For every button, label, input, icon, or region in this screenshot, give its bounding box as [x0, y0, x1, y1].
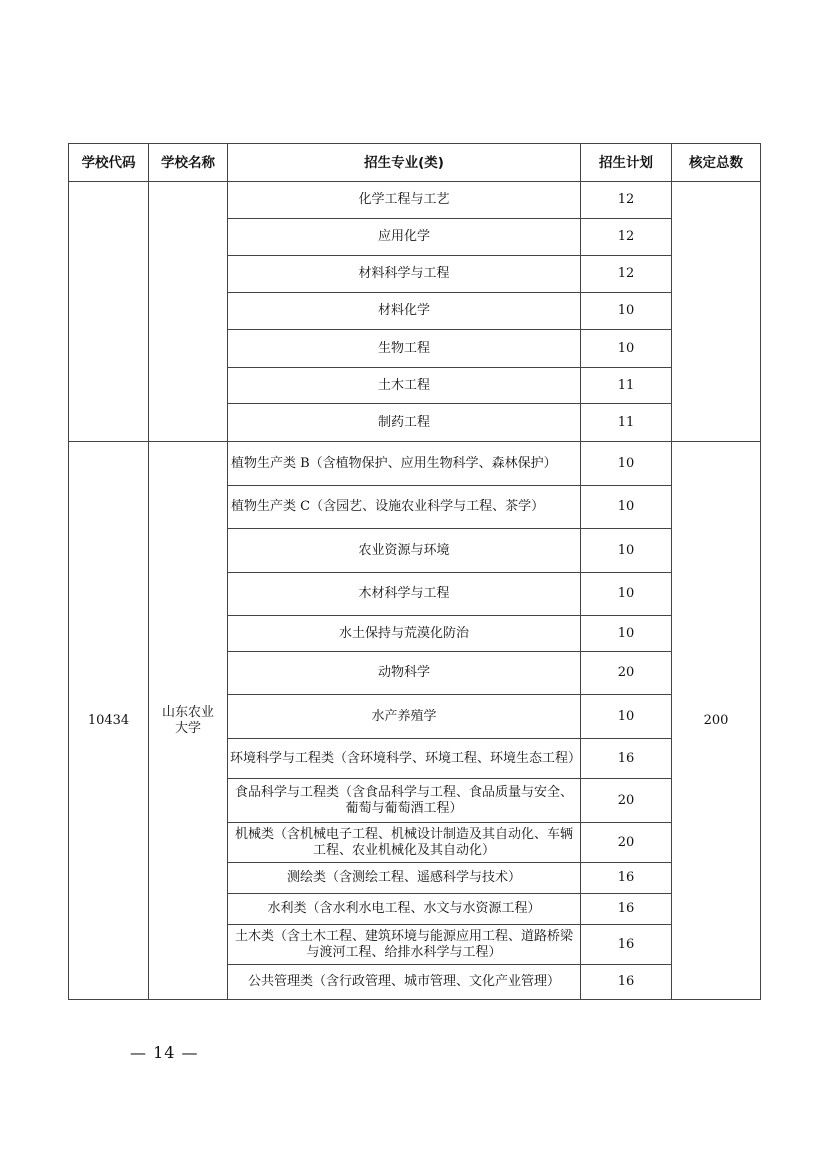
plan-cell: 16 — [581, 965, 672, 1000]
header-plan: 招生计划 — [581, 144, 672, 182]
plan-cell: 12 — [581, 219, 672, 256]
major-cell: 水产养殖学 — [228, 695, 581, 739]
school-code-cell — [69, 182, 149, 442]
table-header-row — [69, 144, 761, 182]
plan-cell: 10 — [581, 442, 672, 486]
plan-cell: 16 — [581, 894, 672, 925]
major-cell: 应用化学 — [228, 219, 581, 256]
plan-cell: 10 — [581, 573, 672, 616]
plan-cell: 10 — [581, 529, 672, 573]
plan-cell: 10 — [581, 293, 672, 330]
header-school-code: 学校代码 — [69, 144, 149, 182]
school-name-cell — [149, 182, 228, 442]
header-school-name: 学校名称 — [149, 144, 228, 182]
plan-cell: 12 — [581, 182, 672, 219]
plan-cell: 12 — [581, 256, 672, 293]
major-cell: 水利类（含水利水电工程、水文与水资源工程） — [228, 894, 581, 925]
header-total: 核定总数 — [672, 144, 761, 182]
major-cell: 制药工程 — [228, 404, 581, 442]
major-cell: 农业资源与环境 — [228, 529, 581, 573]
page-number: — 14 — — [130, 1043, 199, 1062]
major-cell: 植物生产类 B（含植物保护、应用生物科学、森林保护） — [228, 442, 581, 486]
plan-cell: 10 — [581, 330, 672, 368]
major-cell: 测绘类（含测绘工程、遥感科学与技术） — [228, 863, 581, 894]
plan-cell: 20 — [581, 652, 672, 695]
table-row — [69, 182, 761, 219]
total-cell — [672, 182, 761, 442]
plan-cell: 10 — [581, 486, 672, 529]
plan-cell: 11 — [581, 368, 672, 404]
major-cell: 环境科学与工程类（含环境科学、环境工程、环境生态工程） — [228, 739, 581, 779]
school-name-cell: 山东农业大学 — [149, 442, 228, 1000]
plan-cell: 10 — [581, 616, 672, 652]
major-cell: 生物工程 — [228, 330, 581, 368]
major-cell: 木材科学与工程 — [228, 573, 581, 616]
plan-cell: 16 — [581, 739, 672, 779]
enrollment-plan-table — [68, 143, 761, 1000]
major-cell: 材料科学与工程 — [228, 256, 581, 293]
major-cell: 材料化学 — [228, 293, 581, 330]
school-code-cell: 10434 — [69, 442, 149, 1000]
major-cell: 植物生产类 C（含园艺、设施农业科学与工程、茶学） — [228, 486, 581, 529]
header-major: 招生专业(类) — [228, 144, 581, 182]
major-cell: 公共管理类（含行政管理、城市管理、文化产业管理） — [228, 965, 581, 1000]
plan-cell: 20 — [581, 779, 672, 823]
major-cell: 土木类（含土木工程、建筑环境与能源应用工程、道路桥梁与渡河工程、给排水科学与工程） — [228, 925, 581, 965]
table-row — [69, 442, 761, 486]
major-cell: 动物科学 — [228, 652, 581, 695]
plan-cell: 11 — [581, 404, 672, 442]
plan-cell: 10 — [581, 695, 672, 739]
major-cell: 机械类（含机械电子工程、机械设计制造及其自动化、车辆工程、农业机械化及其自动化） — [228, 823, 581, 863]
plan-cell: 16 — [581, 925, 672, 965]
major-cell: 水土保持与荒漠化防治 — [228, 616, 581, 652]
major-cell: 化学工程与工艺 — [228, 182, 581, 219]
major-cell: 土木工程 — [228, 368, 581, 404]
major-cell: 食品科学与工程类（含食品科学与工程、食品质量与安全、葡萄与葡萄酒工程） — [228, 779, 581, 823]
plan-cell: 20 — [581, 823, 672, 863]
plan-cell: 16 — [581, 863, 672, 894]
total-cell: 200 — [672, 442, 761, 1000]
